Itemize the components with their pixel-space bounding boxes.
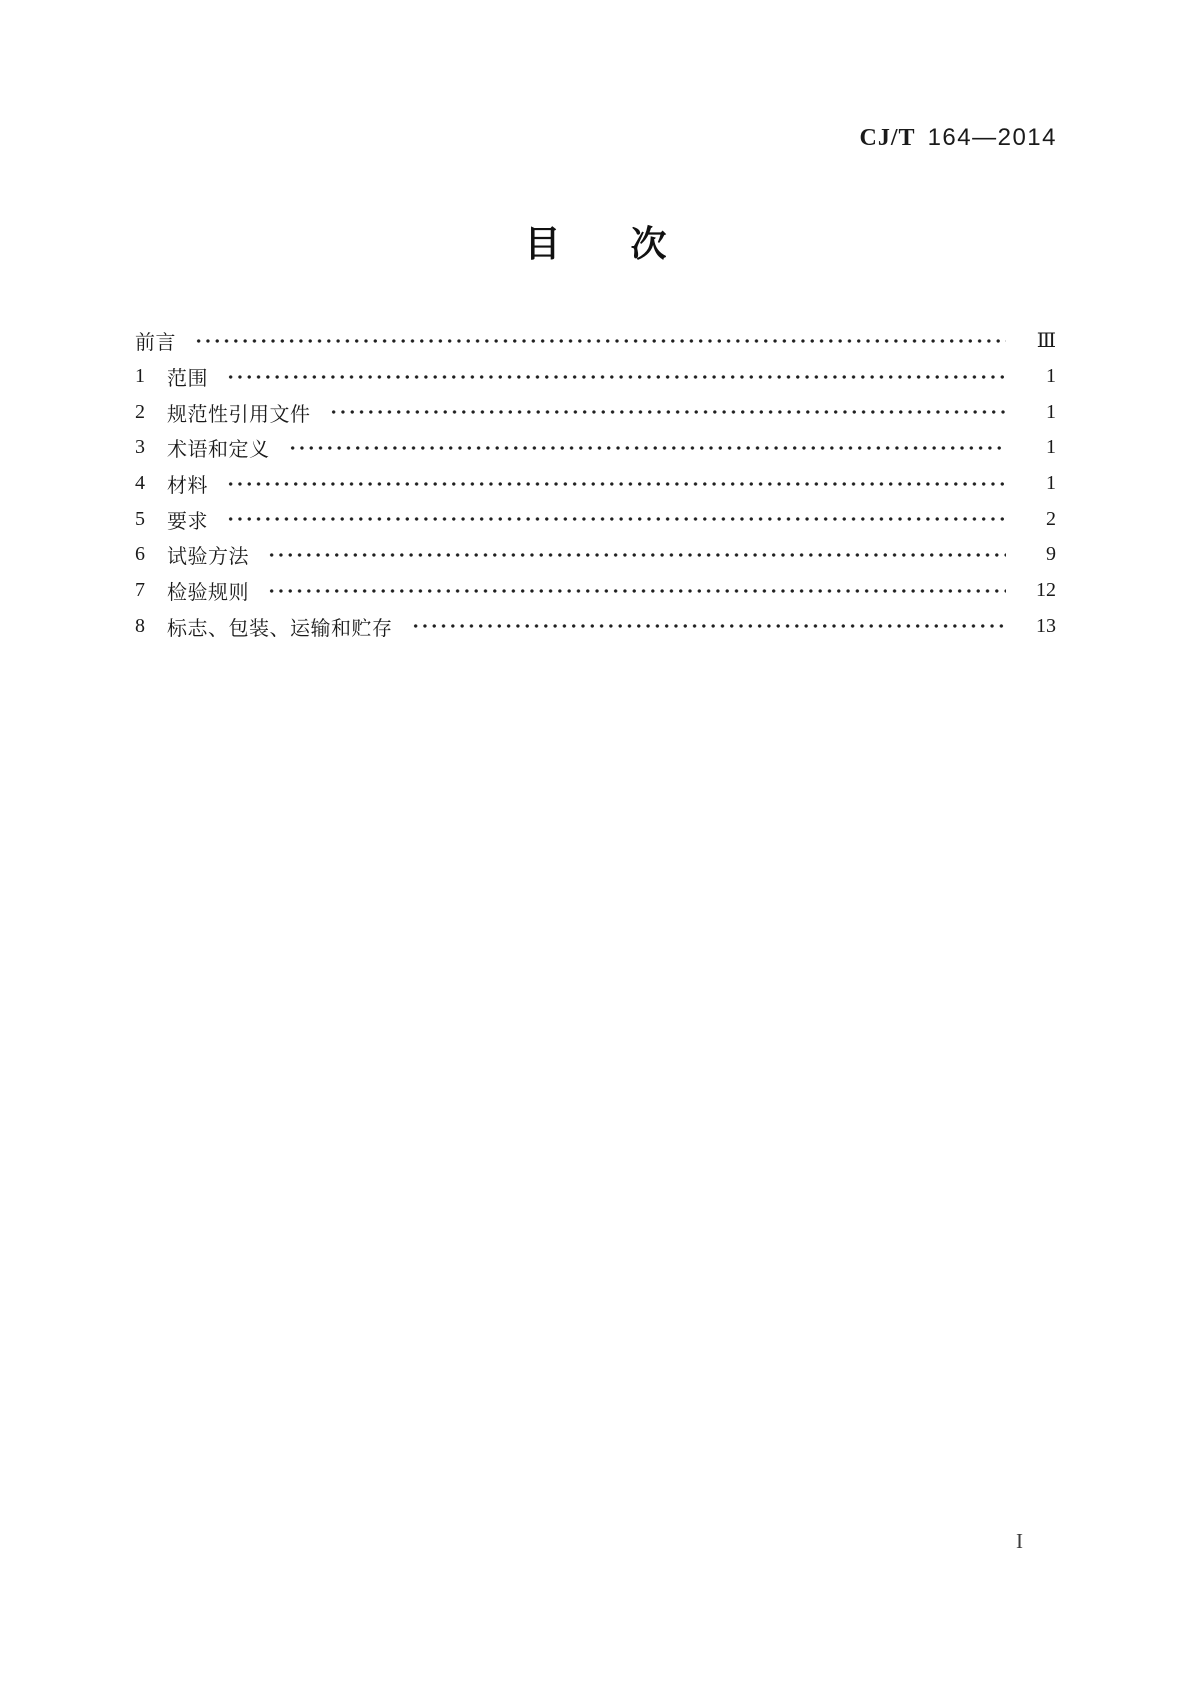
dot-leader [224, 509, 1006, 529]
toc-entry-number: 4 [135, 472, 145, 495]
toc-entry-page: 2 [1046, 507, 1056, 530]
standard-number: 164—2014 [927, 124, 1057, 151]
dot-leader [286, 438, 1007, 458]
toc-entry-page: 1 [1046, 436, 1056, 459]
toc-entry-label: 标志、包装、运输和贮存 [167, 617, 393, 640]
toc-entry-test-methods [135, 537, 1056, 573]
toc-entry-page: Ⅲ [1036, 330, 1056, 353]
page-title-char-1: 目 [524, 223, 561, 264]
table-of-contents [135, 323, 1056, 644]
toc-entry-page: 12 [1036, 579, 1056, 602]
toc-entry-number: 2 [135, 400, 145, 423]
toc-entry-page: 9 [1046, 543, 1056, 566]
toc-entry-scope [135, 359, 1056, 395]
toc-entry-number: 5 [135, 507, 145, 530]
page-title-char-2: 次 [630, 223, 667, 264]
toc-entry-label: 试验方法 [167, 546, 249, 569]
folio-page-number: I [1016, 1529, 1023, 1553]
toc-entry-materials [135, 466, 1056, 502]
toc-entry-label: 范围 [167, 368, 208, 391]
toc-entry-label: 检验规则 [167, 582, 249, 605]
page-title [0, 224, 1191, 264]
toc-entry-label: 要求 [167, 510, 208, 533]
toc-entry-requirements [135, 501, 1056, 537]
toc-entry-label: 材料 [167, 475, 208, 498]
toc-entry-number: 3 [135, 436, 145, 459]
dot-leader [192, 331, 1006, 351]
toc-entry-inspection-rules [135, 573, 1056, 609]
toc-entry-page: 1 [1046, 400, 1056, 423]
toc-entry-number: 1 [135, 365, 145, 388]
dot-leader [265, 545, 1006, 565]
standard-code: CJ/T [859, 125, 916, 151]
dot-leader [409, 616, 1007, 636]
toc-entry-terms-definitions [135, 430, 1056, 466]
dot-leader [327, 402, 1007, 422]
toc-entry-page: 1 [1046, 472, 1056, 495]
toc-entry-marking-packaging [135, 609, 1056, 645]
toc-entry-label: 前言 [135, 332, 176, 355]
toc-entry-foreword [135, 323, 1056, 359]
standard-designation [860, 124, 1057, 152]
dot-leader [265, 581, 1006, 601]
toc-entry-label: 术语和定义 [167, 439, 270, 462]
toc-entry-number: 7 [135, 579, 145, 602]
toc-entry-page: 13 [1036, 614, 1056, 637]
toc-entry-label: 规范性引用文件 [167, 403, 311, 426]
toc-entry-number: 8 [135, 614, 145, 637]
toc-entry-number: 6 [135, 543, 145, 566]
dot-leader [224, 367, 1006, 387]
toc-entry-page: 1 [1046, 365, 1056, 388]
toc-entry-normative-references [135, 394, 1056, 430]
dot-leader [224, 474, 1006, 494]
